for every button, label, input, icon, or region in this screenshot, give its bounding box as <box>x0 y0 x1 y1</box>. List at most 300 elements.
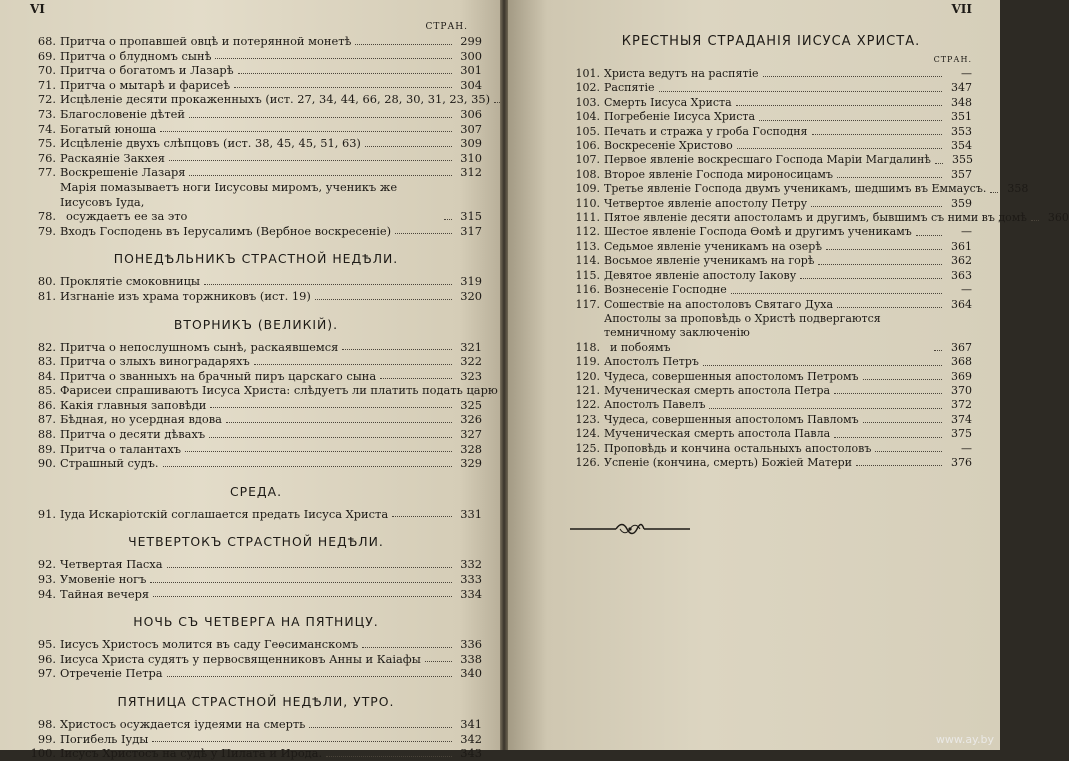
dot-leader <box>309 727 452 728</box>
toc-entry-number: 106. <box>575 139 600 153</box>
toc-entry-title <box>60 666 163 681</box>
toc-entry-page: 363 <box>951 268 972 282</box>
toc-entry <box>570 139 972 153</box>
toc-entry-title <box>604 139 733 153</box>
section-title: КРЕСТНЫЯ СТРАДАНІЯ ІИСУСА ХРИСТА. <box>621 34 921 49</box>
toc-entry-page: 361 <box>951 239 972 253</box>
toc-entry <box>30 274 482 289</box>
toc-entry-number: 98. <box>37 717 56 731</box>
toc-entry-title <box>60 274 200 289</box>
toc-entry-title-line: Притча о пропавшей овцѣ и потерянной монетѣ <box>60 34 352 48</box>
dot-leader <box>209 437 452 438</box>
toc-entry-number: 80. <box>37 274 56 289</box>
toc-entry <box>30 49 482 64</box>
toc-entry-title-line: Раскаяніе Закхея <box>60 150 165 165</box>
section-title: ЧЕТВЕРТОКЪ СТРАСТНОЙ НЕДѢЛИ. <box>128 534 384 550</box>
toc-entry <box>30 340 482 355</box>
toc-entry-page: 327 <box>460 427 482 442</box>
toc-entry-title <box>60 507 388 522</box>
toc-entry <box>570 67 972 81</box>
toc-entry-title-line: Притча о блудномъ сынѣ <box>60 48 212 63</box>
toc-entry <box>30 427 482 442</box>
toc-entry-title-line: Христосъ осуждается іудеями на смерть <box>60 717 306 731</box>
toc-entry-number: 119. <box>575 355 600 369</box>
toc-entry-title-line: Четвертое явленіе апостолу Петру <box>604 196 808 210</box>
toc-entry-page: 328 <box>460 441 482 456</box>
dot-leader <box>425 661 452 662</box>
toc-entry-number: 108. <box>575 167 600 181</box>
toc-entry-page: 360 <box>1047 211 1069 225</box>
toc-entry <box>570 427 972 441</box>
toc-entry-page: 336 <box>460 637 482 652</box>
toc-entry <box>570 125 972 139</box>
toc-entry-page: 347 <box>951 81 972 95</box>
toc-entry <box>570 211 1069 225</box>
toc-entry-number: 124. <box>575 427 600 441</box>
toc-entry-title <box>604 110 755 124</box>
toc-entry-number: 79. <box>37 223 56 238</box>
toc-entry-title-line: Бѣдная, но усердная вдова <box>60 412 222 427</box>
toc-entry-title-line: Іисуса Христа судятъ у первосвященниковъ Анны и Каіафы <box>60 651 421 666</box>
toc-entry <box>570 283 972 297</box>
toc-entry-title <box>60 572 146 587</box>
dot-leader <box>703 365 942 366</box>
toc-entry-number: 120. <box>575 369 600 383</box>
toc-entry <box>570 384 972 398</box>
toc-entry-title-line: Апостолы за проповѣдь о Христѣ подвергаются темничному заключенію <box>604 311 881 340</box>
toc-entry <box>30 507 482 522</box>
toc-entry-title-line: Седьмое явленіе ученикамъ на озерѣ <box>604 239 822 253</box>
toc-entry-title-line: Тайная вечеря <box>60 586 150 601</box>
toc-entry-number: 71. <box>37 77 56 92</box>
dot-leader <box>342 349 452 350</box>
toc-entry-page: 326 <box>460 412 482 427</box>
section-title: ПОНЕДѢЛЬНИКЪ СТРАСТНОЙ НЕДѢЛИ. <box>113 251 399 267</box>
toc-entry-number: 77. <box>37 165 56 180</box>
section-title: ПЯТНИЦА СТРАСТНОЙ НЕДѢЛИ, УТРО. <box>117 694 395 709</box>
toc-entry-number: 83. <box>37 354 56 369</box>
toc-entry-title <box>604 269 796 283</box>
toc-entry-number: 109. <box>575 182 600 196</box>
toc-entry-number: 94. <box>37 586 56 601</box>
toc-entry <box>570 312 972 355</box>
toc-entry-page: 322 <box>460 354 482 369</box>
toc-entry-title <box>60 732 148 747</box>
toc-entry-page: 376 <box>951 455 972 469</box>
dot-leader <box>826 249 942 250</box>
toc-entry-number: 117. <box>575 297 600 311</box>
toc-entry-title-line: Притча о талантахъ <box>60 441 182 456</box>
dot-leader <box>834 393 942 394</box>
toc-entry-number: 96. <box>37 651 56 666</box>
toc-entry-number: 73. <box>37 106 56 121</box>
toc-entry-page: 341 <box>460 717 482 731</box>
toc-entry-number: 70. <box>37 63 56 78</box>
toc-entry-number: 88. <box>37 427 56 442</box>
toc-entry <box>30 354 482 369</box>
toc-entry-title <box>60 456 159 471</box>
toc-entry-title <box>60 122 156 137</box>
toc-entry-title <box>604 312 930 355</box>
toc-entry-title-line: Воскрешеніе Лазаря <box>60 165 186 180</box>
toc-entry <box>30 63 482 78</box>
toc-entry-page: 320 <box>460 288 482 303</box>
toc-entry-title <box>60 427 205 442</box>
dot-leader <box>990 192 998 193</box>
toc-entry-title-line: Іисусъ Христосъ молится въ саду Геѳсиманскомъ <box>60 637 359 652</box>
toc-entry-title <box>604 96 732 110</box>
toc-entry-page: 310 <box>460 150 482 165</box>
toc-entry-title-line: Исцѣленіе десяти прокаженныхъ (ист. 27, 34, 44, 66, 28, 30, 31, 23, 35) <box>60 92 491 107</box>
toc-entry-number: 91. <box>37 506 56 521</box>
toc-entry-title <box>604 182 986 196</box>
toc-entry-page: 300 <box>460 48 482 63</box>
toc-entry <box>30 369 482 384</box>
toc-entry-number: 123. <box>575 412 600 426</box>
toc-entry-title-line: Второе явленіе Господа мироносицамъ <box>604 167 833 181</box>
toc-entry-number: 115. <box>575 268 600 282</box>
toc-entry-title <box>604 153 931 167</box>
toc-entry <box>570 398 972 412</box>
toc-entry <box>30 224 482 239</box>
toc-entry <box>570 240 972 254</box>
dot-leader <box>731 293 942 294</box>
toc-entry-number: 104. <box>575 110 600 124</box>
toc-entry-number: 68. <box>37 34 56 48</box>
toc-entry <box>570 197 972 211</box>
toc-entry-page: 325 <box>460 397 482 412</box>
toc-entry-title <box>60 92 490 107</box>
toc-entry <box>30 652 482 667</box>
toc-entry-title <box>604 442 871 456</box>
toc-entry <box>30 78 482 93</box>
toc-entry-title <box>60 369 376 384</box>
toc-entry-page: 306 <box>460 106 482 121</box>
dot-leader <box>856 465 942 466</box>
toc-entry <box>30 572 482 587</box>
toc-entry-number: 72. <box>37 92 56 107</box>
toc-entry-number: 111. <box>575 211 600 225</box>
dot-leader <box>736 105 942 106</box>
toc-entry <box>30 637 482 652</box>
toc-entry <box>30 717 482 732</box>
toc-entry-title <box>604 211 1027 225</box>
dot-leader <box>160 131 452 132</box>
toc-entry <box>570 153 972 167</box>
right-page <box>508 0 1069 750</box>
toc-entry <box>570 413 972 427</box>
toc-entry <box>570 110 972 124</box>
toc-entry-title-line: Притча о злыхъ виноградаряхъ <box>60 354 250 369</box>
dot-leader <box>395 233 452 234</box>
dot-leader <box>152 741 452 742</box>
toc-entry-page: 338 <box>460 651 482 666</box>
toc-entry-title-line: Мученическая смерть апостола Петра <box>604 383 831 397</box>
toc-entry-title <box>60 78 230 93</box>
toc-entry-title <box>60 383 498 398</box>
toc-entry-number: 100. <box>30 746 56 761</box>
toc-entry-title-line: Притча о богатомъ и Лазарѣ <box>60 63 234 78</box>
dot-leader <box>800 278 942 279</box>
toc-entry-page: 329 <box>460 456 482 471</box>
toc-entry-title-line: Іуда Искаріотскій соглашается предать Іисуса Христа <box>60 506 389 521</box>
dot-leader <box>167 676 452 677</box>
toc-entry-title <box>60 340 338 355</box>
toc-entry-number: 125. <box>575 441 600 455</box>
toc-entry-title-line: Фарисеи спрашиваютъ Іисуса Христа: слѣдуетъ ли платить подать царю <box>60 383 498 398</box>
dot-leader <box>163 466 452 467</box>
dot-leader <box>812 134 943 135</box>
toc-entry-title-line: Четвертая Пасха <box>60 557 163 572</box>
toc-entry-page: 334 <box>460 586 482 601</box>
toc-entry <box>570 168 972 182</box>
toc-entry-title-line: Исцѣленіе двухъ слѣпцовъ (ист. 38, 45, 45, 51, 63) <box>60 136 361 151</box>
toc-entry-title-line: Богатый юноша <box>60 121 157 136</box>
dot-leader <box>169 160 452 161</box>
toc-entry-title <box>60 289 311 304</box>
toc-entry-title-line: Изгнаніе изъ храма торжниковъ (ист. 19) <box>60 288 311 303</box>
toc-entry-number: 112. <box>575 225 600 239</box>
toc-entry-page: 333 <box>460 572 482 587</box>
toc-entry-number: 90. <box>37 456 56 471</box>
dot-leader <box>863 379 942 380</box>
toc-entry-title-line: Успеніе (кончина, смерть) Божіей Матери <box>604 455 853 469</box>
toc-entry <box>30 289 482 304</box>
toc-entry-page: 370 <box>951 383 972 397</box>
dot-leader <box>444 219 452 220</box>
toc-entry-title <box>60 107 185 122</box>
toc-entry-number: 105. <box>575 124 600 138</box>
toc-entry <box>30 746 482 761</box>
toc-entry <box>30 107 482 122</box>
toc-entry <box>30 34 482 49</box>
toc-entry-title <box>604 125 808 139</box>
toc-entry <box>30 122 482 137</box>
toc-entry-number: 114. <box>575 254 600 268</box>
toc-entry-title <box>60 587 149 602</box>
toc-entry-title-line: Сошествіе на апостоловъ Святаго Духа <box>604 297 834 311</box>
toc-entry-page: 348 <box>951 95 972 109</box>
toc-entry-title <box>604 81 655 95</box>
toc-entry-title <box>604 240 822 254</box>
toc-entry-title-line: Марія помазываетъ ноги Іисусовы миромъ, ученикъ же Іисусовъ Іуда, <box>60 179 398 209</box>
toc-entry-title <box>60 637 358 652</box>
toc-entry-page: 319 <box>460 274 482 289</box>
toc-entry-title <box>60 136 361 151</box>
toc-entry-title-continuation: и побоямъ <box>610 340 671 354</box>
dot-leader <box>875 451 942 452</box>
toc-entry-number: 86. <box>37 397 56 412</box>
toc-entry-number: 81. <box>37 288 56 303</box>
toc-entry-title-line: Какія главныя заповѣди <box>60 397 207 412</box>
toc-entry <box>30 165 482 180</box>
dot-leader <box>1031 220 1039 221</box>
toc-entry-title <box>604 384 830 398</box>
toc-entry-title-line: Отреченіе Петра <box>60 666 163 681</box>
toc-entry-page: 312 <box>460 165 482 180</box>
toc-entry-page: 369 <box>951 369 972 383</box>
toc-entry-title-line: Мученическая смерть апостола Павла <box>604 427 831 441</box>
dot-leader <box>210 407 452 408</box>
toc-entry-title-continuation: осуждаетъ ее за это <box>66 209 188 224</box>
toc-entry <box>30 383 498 398</box>
toc-entry-title-line: Вознесеніе Господне <box>604 283 727 297</box>
toc-entry-page: 368 <box>951 355 972 369</box>
toc-entry-number: 93. <box>37 572 56 587</box>
toc-entry-number: 69. <box>37 48 56 63</box>
toc-entry-title <box>60 151 165 166</box>
toc-entry-number: 75. <box>37 136 56 151</box>
toc-entry <box>30 442 482 457</box>
toc-entry-page: 359 <box>951 196 972 210</box>
dot-leader <box>226 422 452 423</box>
dot-leader <box>709 408 942 409</box>
toc-entry-page: 375 <box>951 427 972 441</box>
toc-entry-title <box>60 63 234 78</box>
toc-entry-title <box>604 197 807 211</box>
section-title: СРЕДА. <box>229 483 283 499</box>
toc-entry-number: 121. <box>575 383 600 397</box>
decorative-rule-icon <box>570 522 690 536</box>
dot-leader <box>811 206 942 207</box>
toc-entry-page: 299 <box>460 34 482 48</box>
toc-entry <box>30 732 482 747</box>
toc-entry-page: 343 <box>460 746 482 761</box>
toc-entry <box>570 81 972 95</box>
toc-entry-number: 118. <box>575 340 600 354</box>
toc-entry-number: 102. <box>575 81 600 95</box>
toc-entry-title <box>604 168 833 182</box>
toc-entry-title-line: Притча о званныхъ на брачный пиръ царскаго сына <box>60 368 377 383</box>
toc-entry-title-line: Проповѣдь и кончина остальныхъ апостоловъ <box>604 441 872 455</box>
toc-entry-number: 76. <box>37 150 56 165</box>
toc-entry <box>570 456 972 470</box>
toc-entry-title <box>604 355 699 369</box>
dot-leader <box>837 307 942 308</box>
dot-leader <box>189 175 452 176</box>
book-gutter <box>500 0 508 750</box>
toc-entry <box>30 136 482 151</box>
toc-entry-number: 87. <box>37 412 56 427</box>
dot-leader <box>362 647 452 648</box>
left-page <box>0 0 500 761</box>
toc-entry-title <box>60 746 322 761</box>
toc-right-content <box>570 67 1069 470</box>
toc-entry <box>570 370 972 384</box>
watermark: www.ay.by <box>935 733 994 746</box>
dot-leader <box>837 177 942 178</box>
toc-entry-number: 116. <box>575 283 600 297</box>
dot-leader <box>185 451 452 452</box>
toc-entry-title <box>60 49 211 64</box>
toc-entry-title-line: Благословеніе дѣтей <box>60 106 185 121</box>
toc-entry-page: 321 <box>460 339 482 354</box>
toc-entry <box>30 456 482 471</box>
toc-entry-page: 340 <box>460 666 482 681</box>
toc-entry-page: 354 <box>951 139 972 153</box>
toc-entry-title-line: Погребеніе Іисуса Христа <box>604 110 756 124</box>
toc-entry <box>30 398 482 413</box>
toc-entry-title-line: Іисусъ Христосъ на судѣ у Пилата и Ирода. <box>60 746 323 761</box>
toc-entry-title <box>60 165 185 180</box>
toc-entry-title <box>604 413 859 427</box>
toc-entry-page: — <box>961 283 972 297</box>
dot-leader <box>916 235 942 236</box>
toc-entry-number: 99. <box>37 731 56 746</box>
dot-leader <box>863 422 942 423</box>
toc-entry-number: 95. <box>37 637 56 652</box>
toc-entry-number: 101. <box>575 67 600 80</box>
dot-leader <box>153 596 452 597</box>
toc-entry <box>30 587 482 602</box>
toc-entry-page: 374 <box>951 412 972 426</box>
toc-entry-page: 301 <box>460 63 482 78</box>
toc-entry-title <box>604 225 912 239</box>
toc-entry-page: 315 <box>460 209 482 224</box>
toc-entry <box>30 557 482 572</box>
toc-entry-page: 364 <box>951 297 972 311</box>
page-folio: VII <box>951 2 972 16</box>
toc-entry <box>30 180 482 224</box>
page-column-header: СТРАН. <box>933 55 972 64</box>
toc-entry-page: 357 <box>951 167 972 181</box>
toc-entry-page: 331 <box>460 506 482 521</box>
toc-entry <box>570 269 972 283</box>
toc-entry-title <box>604 298 833 312</box>
toc-entry-title-line: Апостолъ Петръ <box>604 355 699 369</box>
toc-entry <box>570 182 1029 196</box>
toc-entry-title-line: Первое явленіе воскресшаго Господа Маріи Магдалинѣ <box>604 153 931 167</box>
toc-entry-title-line: Восьмое явленіе ученикамъ на горѣ <box>604 254 815 268</box>
dot-leader <box>737 148 942 149</box>
toc-entry-title <box>604 254 814 268</box>
toc-entry-page: 353 <box>951 124 972 138</box>
toc-entry-title <box>604 67 759 81</box>
toc-entry-page: — <box>961 441 972 455</box>
page-column-header: СТРАН. <box>425 22 468 32</box>
toc-entry-title-line: Девятое явленіе апостолу Іакову <box>604 268 797 282</box>
dot-leader <box>935 163 943 164</box>
toc-entry-title-line: Чудеса, совершенныя апостоломъ Павломъ <box>604 412 859 426</box>
toc-entry-title <box>60 412 222 427</box>
toc-entry-title-line: Апостолъ Павелъ <box>604 398 706 412</box>
toc-entry-title-line: Умовеніе ногъ <box>60 572 147 587</box>
dot-leader <box>759 120 942 121</box>
toc-entry <box>570 96 972 110</box>
dot-leader <box>254 364 452 365</box>
toc-entry-page: 358 <box>1007 182 1029 196</box>
toc-entry <box>30 92 491 107</box>
toc-entry-title <box>60 180 440 224</box>
toc-entry-title <box>60 34 351 49</box>
toc-entry <box>570 298 972 312</box>
toc-entry-title-line: Страшный судъ. <box>60 456 159 471</box>
toc-entry-title-line: Распятіе <box>604 81 655 95</box>
dot-leader <box>365 146 452 147</box>
toc-entry-number: 113. <box>575 239 600 253</box>
toc-entry-number: 122. <box>575 398 600 412</box>
toc-entry-title-line: Смерть Іисуса Христа <box>604 95 732 109</box>
toc-entry-title <box>60 354 250 369</box>
toc-entry-page: 342 <box>460 731 482 746</box>
toc-entry-page: 351 <box>951 110 972 124</box>
section-title: ВТОРНИКЪ (ВЕЛИКІЙ). <box>173 316 339 332</box>
toc-entry-number: 89. <box>37 441 56 456</box>
toc-entry <box>570 225 972 239</box>
toc-entry-title-line: Притча о мытарѣ и фарисеѣ <box>60 77 231 92</box>
toc-entry-title-line: Третье явленіе Господа двумъ ученикамъ, шедшимъ въ Еммаусъ. <box>604 182 987 196</box>
toc-entry-title <box>604 427 830 441</box>
